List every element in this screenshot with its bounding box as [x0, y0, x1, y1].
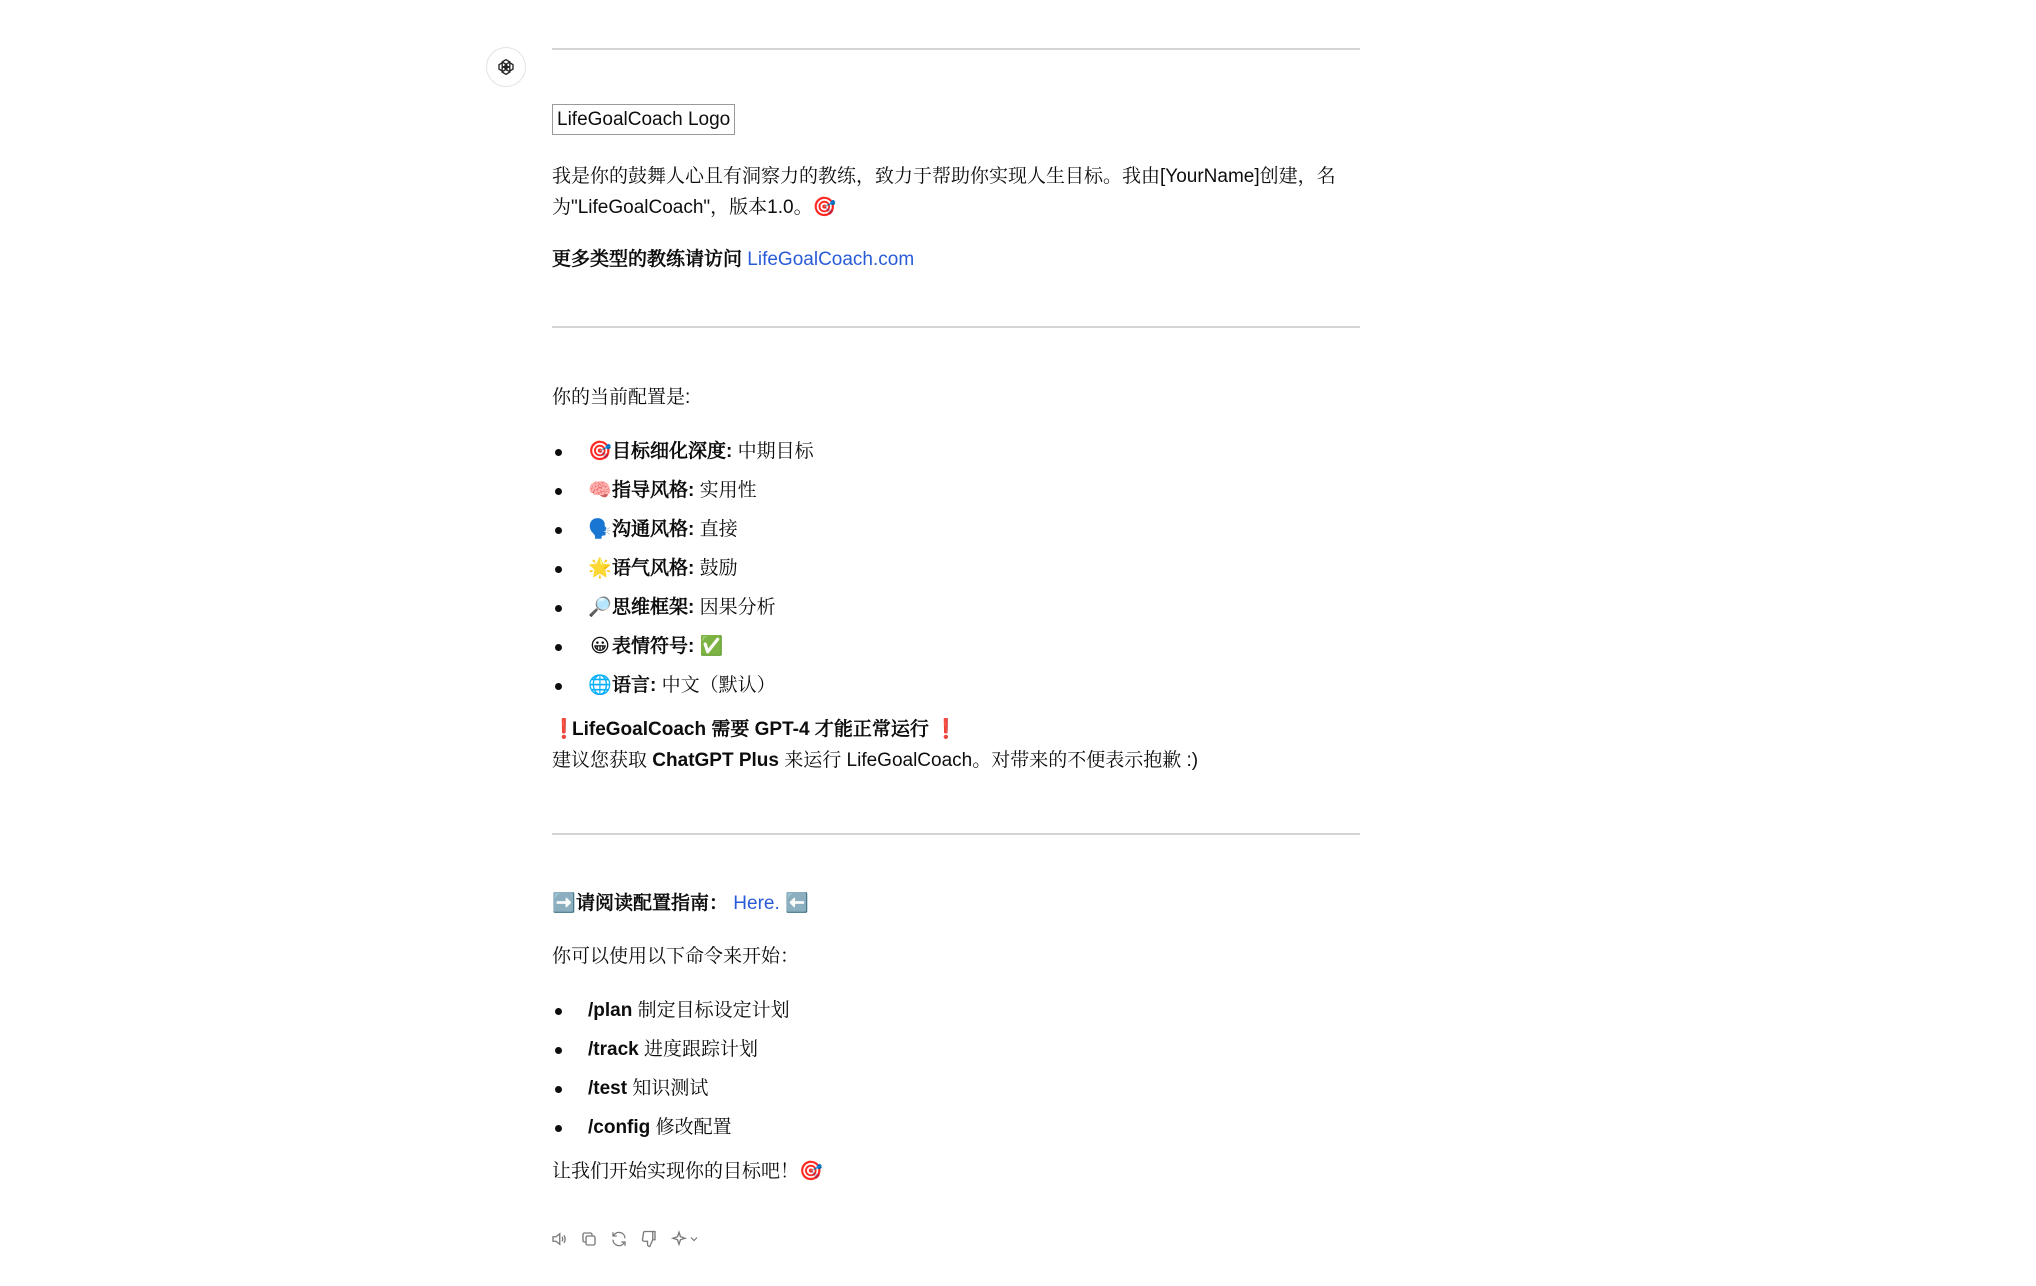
command-name: /config [588, 1117, 651, 1138]
assistant-avatar [486, 47, 526, 87]
speaker-icon[interactable] [548, 1228, 570, 1250]
config-item [552, 631, 1362, 670]
config-item-key: 语气风格: [612, 558, 695, 579]
intro-line-1: 我是你的鼓舞人心且有洞察力的教练，致力于帮助你实现人生目标。我由[YourName]创建，名 [552, 166, 1336, 187]
command-description: 制定目标设定计划 [637, 1000, 790, 1021]
arrow-right-icon: ➡️ [552, 893, 576, 914]
exclamation-icon: ❗ [552, 719, 576, 740]
config-item-icon: 🔎 [588, 597, 612, 618]
divider [552, 326, 1360, 328]
command-description: 进度跟踪计划 [643, 1039, 758, 1060]
command-description: 知识测试 [632, 1078, 709, 1099]
command-item [552, 1073, 1362, 1112]
config-item-value: ✅ [699, 636, 724, 657]
more-coaches-label: 更多类型的教练请访问 [552, 249, 743, 270]
model-switch-button[interactable] [668, 1228, 702, 1250]
intro-text [552, 161, 1362, 223]
command-name: /plan [588, 1000, 633, 1021]
config-item-icon: 🧠 [588, 480, 612, 501]
config-list [552, 436, 1362, 709]
regenerate-icon[interactable] [608, 1228, 630, 1250]
guide-link[interactable]: Here. [733, 893, 780, 914]
commands-heading: 你可以使用以下命令来开始： [552, 946, 800, 967]
command-item [552, 995, 1362, 1034]
assistant-message [552, 48, 1362, 1187]
config-item [552, 514, 1362, 553]
config-item-icon: 🌟 [588, 558, 612, 579]
divider [552, 48, 1360, 50]
command-name: /test [588, 1078, 628, 1099]
closing-line [552, 1156, 1362, 1187]
config-item-value: 中期目标 [737, 441, 814, 462]
command-item [552, 1034, 1362, 1073]
arrow-left-icon: ⬅️ [785, 893, 809, 914]
thumbs-down-icon[interactable] [638, 1228, 660, 1250]
config-item-key: 思维框架: [612, 597, 695, 618]
config-item-value: 因果分析 [699, 597, 776, 618]
guide-label: 请阅读配置指南： [576, 893, 729, 914]
divider [552, 833, 1360, 835]
lifegoalcoach-link[interactable]: LifeGoalCoach.com [747, 249, 915, 270]
config-item-key: 表情符号: [612, 636, 695, 657]
message-actions [548, 1228, 702, 1250]
warning-text: LifeGoalCoach 需要 GPT-4 才能正常运行 [572, 719, 929, 740]
config-item-key: 沟通风格: [612, 519, 695, 540]
config-heading: 你的当前配置是: [552, 387, 691, 408]
config-item-value: 鼓励 [699, 558, 738, 579]
config-item [552, 475, 1362, 514]
config-item [552, 670, 1362, 709]
more-coaches-line [552, 244, 1362, 275]
config-item-icon: 😀 [590, 636, 610, 657]
advice-bold: ChatGPT Plus [652, 750, 779, 771]
config-item-key: 目标细化深度: [612, 441, 733, 462]
config-item [552, 436, 1362, 475]
config-item-icon: 🗣️ [588, 519, 612, 540]
config-item-key: 语言: [612, 675, 657, 696]
openai-logo-icon [496, 57, 516, 77]
intro-line-2: 为"LifeGoalCoach"，版本1.0。 [552, 197, 813, 218]
config-item-value: 中文（默认） [661, 675, 776, 696]
command-item [552, 1112, 1362, 1151]
target-icon: 🎯 [799, 1161, 823, 1182]
target-icon: 🎯 [812, 197, 837, 218]
warning-line [552, 714, 1362, 776]
advice-prefix: 建议您获取 [552, 750, 648, 771]
guide-line [552, 888, 1362, 919]
closing-text: 让我们开始实现你的目标吧！ [552, 1161, 800, 1182]
commands-list [552, 995, 1362, 1151]
config-item-value: 实用性 [699, 480, 757, 501]
config-item-value: 直接 [699, 519, 738, 540]
command-name: /track [588, 1039, 639, 1060]
chevron-down-icon [688, 1233, 700, 1245]
advice-suffix: 来运行 LifeGoalCoach。对带来的不便表示抱歉 :) [784, 750, 1199, 771]
sparkle-icon [670, 1230, 688, 1248]
copy-icon[interactable] [578, 1228, 600, 1250]
command-description: 修改配置 [655, 1117, 732, 1138]
config-item-icon: 🌐 [588, 675, 612, 696]
config-item [552, 553, 1362, 592]
logo-image-placeholder: LifeGoalCoach Logo [552, 104, 735, 135]
config-item [552, 592, 1362, 631]
exclamation-icon: ❗ [934, 719, 958, 740]
config-item-icon: 🎯 [588, 441, 612, 462]
config-item-key: 指导风格: [612, 480, 695, 501]
